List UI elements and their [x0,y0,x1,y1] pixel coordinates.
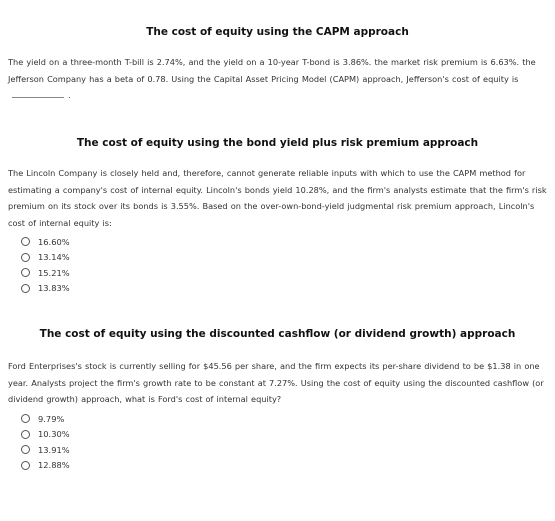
bond-yield-option-3[interactable] [21,265,70,281]
capm-question-body: The yield on a three-month T-bill is 2.74%, and the yield on a 10-year T-bond is 3.86%. the market risk premium is 6.63%. the Jefferson Company has a beta of 0.78. Using the Capital Asset Pricing Model (CAPM) approach, Jefferson's cost of equity is [8,57,536,84]
radio-button[interactable] [21,268,30,277]
capm-section-title: The cost of equity using the CAPM approach [146,26,409,38]
radio-button[interactable] [21,430,30,439]
bond-yield-option-2[interactable] [21,250,70,266]
dcf-section-title: The cost of equity using the discounted cashflow (or dividend growth) approach [39,328,516,340]
bond-yield-section-title: The cost of equity using the bond yield plus risk premium approach [76,137,479,149]
radio-button[interactable] [21,461,30,470]
option-label: 9.79% [38,413,65,424]
radio-button[interactable] [21,445,30,454]
bond-yield-question-text: The Lincoln Company is closely held and, therefore, cannot generate reliable inputs with which to use the CAPM method for estimating a company's cost of internal equity. Lincoln's bonds yield 10.28%, and the firm's analysts estimate that the firm's risk premium on its stock over its bonds is 3.55%. Based on the over-own-bond-yield judgmental risk premium approach, Lincoln's cost of internal equity is: [8,168,547,228]
capm-question-text [8,54,548,104]
dcf-option-2[interactable] [21,427,70,443]
dcf-option-4[interactable] [21,458,70,474]
option-label: 10.30% [38,429,70,440]
option-label: 16.60% [38,236,70,247]
dcf-question-text: Ford Enterprises's stock is currently selling for $45.56 per share, and the firm expects its per-share dividend to be $1.38 in one year. Analysts project the firm's growth rate to be constant at 7.27%. Using the cost of equity using the discounted cashflow (or dividend growth) approach, what is Ford's cost of internal equity? [8,361,544,404]
bond-yield-options [21,234,70,296]
capm-question-end: . [68,90,71,100]
radio-button[interactable] [21,237,30,246]
capm-answer-blank[interactable] [12,88,64,98]
radio-button[interactable] [21,253,30,262]
bond-yield-option-4[interactable] [21,281,70,297]
option-label: 13.14% [38,252,70,263]
bond-yield-option-1[interactable] [21,234,70,250]
option-label: 12.88% [38,460,70,471]
radio-button[interactable] [21,414,30,423]
option-label: 13.83% [38,283,70,294]
dcf-options [21,411,70,473]
dcf-option-1[interactable] [21,411,70,427]
option-label: 13.91% [38,444,70,455]
option-label: 15.21% [38,267,70,278]
dcf-option-3[interactable] [21,442,70,458]
radio-button[interactable] [21,284,30,293]
